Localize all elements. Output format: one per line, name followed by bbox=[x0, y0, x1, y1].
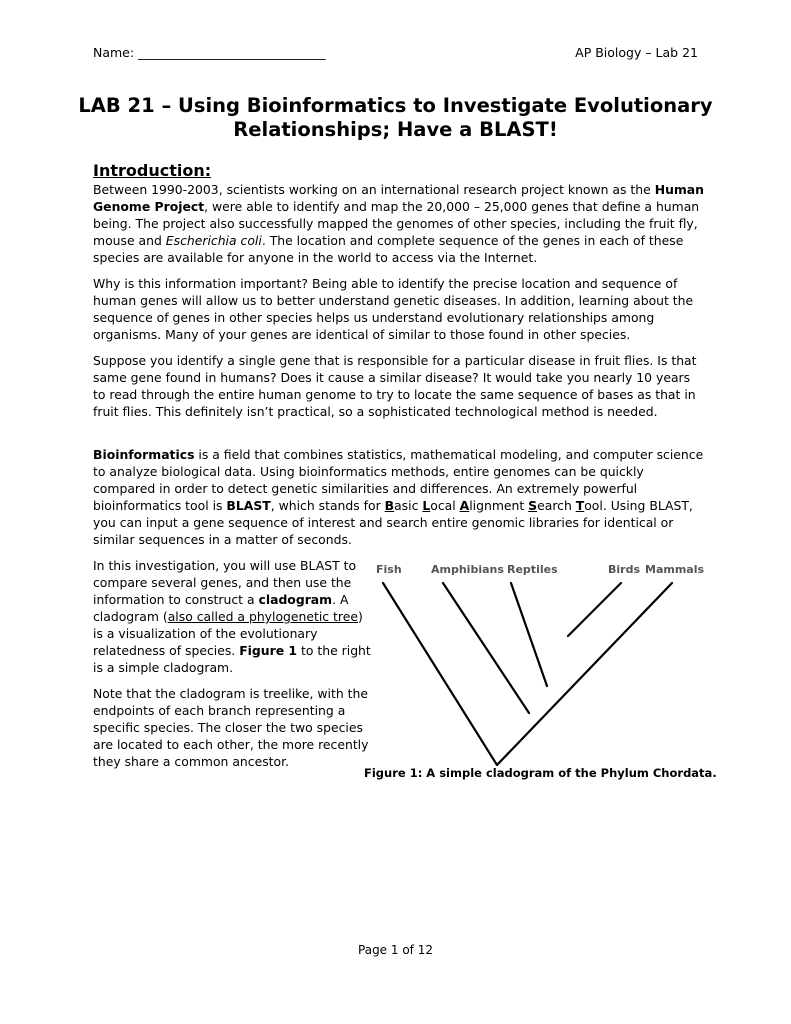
page-title bbox=[60, 94, 731, 142]
branch-birds bbox=[568, 583, 621, 636]
section-heading-introduction: Introduction: bbox=[93, 161, 212, 180]
taxon-label-birds: Birds bbox=[608, 563, 641, 576]
term-human-genome-project: Human Genome Project bbox=[93, 182, 704, 214]
page-header bbox=[93, 45, 698, 60]
title-line-2: Relationships; Have a BLAST! bbox=[233, 118, 558, 141]
figure-reference: Figure 1 bbox=[239, 643, 298, 658]
term-phylogenetic-tree: also called a phylogenetic tree bbox=[167, 609, 358, 624]
paragraph-why-important: Why is this information important? Being able to identify the precise location and sequence of human genes will allow us to better understand genetic diseases. In addition, learning about the sequence of genes in other species helps us understand evolutionary relationships among organisms. Many of your genes are identical of similar to those found in other species. bbox=[93, 276, 694, 342]
term-blast: BLAST bbox=[226, 498, 271, 513]
taxon-label-reptiles: Reptiles bbox=[507, 563, 558, 576]
paragraph-genome-project: Between 1990-2003, scientists working on an international research project known as the Human Genome Project, were able to identify and map the 20,000 – 25,000 genes that define a human being. The project also successfully mapped the genomes of other species, including the fruit fly, mouse and Escherichia coli. The location and complete sequence of the genes in each of these species are available for anyone in the world to access via the Internet. bbox=[93, 182, 704, 265]
branch-reptiles bbox=[511, 583, 547, 686]
branch-amphibians bbox=[443, 583, 529, 713]
term-cladogram: cladogram bbox=[258, 592, 333, 607]
term-e-coli: Escherichia coli bbox=[165, 233, 262, 248]
branch-fish bbox=[383, 583, 497, 765]
page-number: Page 1 of 12 bbox=[358, 943, 433, 957]
cladogram-figure bbox=[371, 557, 711, 787]
paragraph-cladogram-note: Note that the cladogram is treelike, with the endpoints of each branch representing a specific species. The closer the two species are located to each other, the more recently they share a common ancestor. bbox=[93, 686, 369, 769]
paragraph-fruit-fly: Suppose you identify a single gene that is responsible for a particular disease in fruit flies. Is that same gene found in humans? Does it cause a similar disease? It would take you nearly 10 years to read through the entire human genome to try to locate the same sequence of bases as that in fruit flies. This definitely isn’t practical, so a sophisticated technological method is needed. bbox=[93, 353, 697, 419]
course-label: AP Biology – Lab 21 bbox=[575, 45, 698, 60]
branch-mammals-trunk bbox=[497, 583, 672, 765]
paragraph-cladogram-intro: In this investigation, you will use BLAST to compare several genes, and then use the information to construct a cladogram. A cladogram (also called a phylogenetic tree) is a visualization of the evolutionary relatedness of species. Figure 1 to the right is a simple cladogram. bbox=[93, 558, 371, 675]
taxon-label-amphibians: Amphibians bbox=[431, 563, 504, 576]
title-line-1: LAB 21 – Using Bioinformatics to Investigate Evolutionary bbox=[78, 94, 713, 117]
cladogram-tree bbox=[371, 557, 711, 767]
taxon-label-fish: Fish bbox=[376, 563, 402, 576]
name-field-label: Name: ______________________________ bbox=[93, 45, 326, 60]
taxon-label-mammals: Mammals bbox=[645, 563, 705, 576]
figure-caption: Figure 1: A simple cladogram of the Phylum Chordata. bbox=[364, 766, 717, 780]
term-bioinformatics: Bioinformatics bbox=[93, 447, 195, 462]
cladogram-explanation bbox=[93, 557, 371, 770]
paragraph-bioinformatics: Bioinformatics is a field that combines statistics, mathematical modeling, and computer science to analyze biological data. Using bioinformatics methods, entire genomes can be quickly compared in order to detect genetic similarities and differences. An extremely powerful bioinformatics tool is BLAST, which stands for Basic Local Alignment Search Tool. Using BLAST, you can input a gene sequence of interest and search entire genomic libraries for identical or similar sequences in a matter of seconds. bbox=[93, 447, 704, 547]
